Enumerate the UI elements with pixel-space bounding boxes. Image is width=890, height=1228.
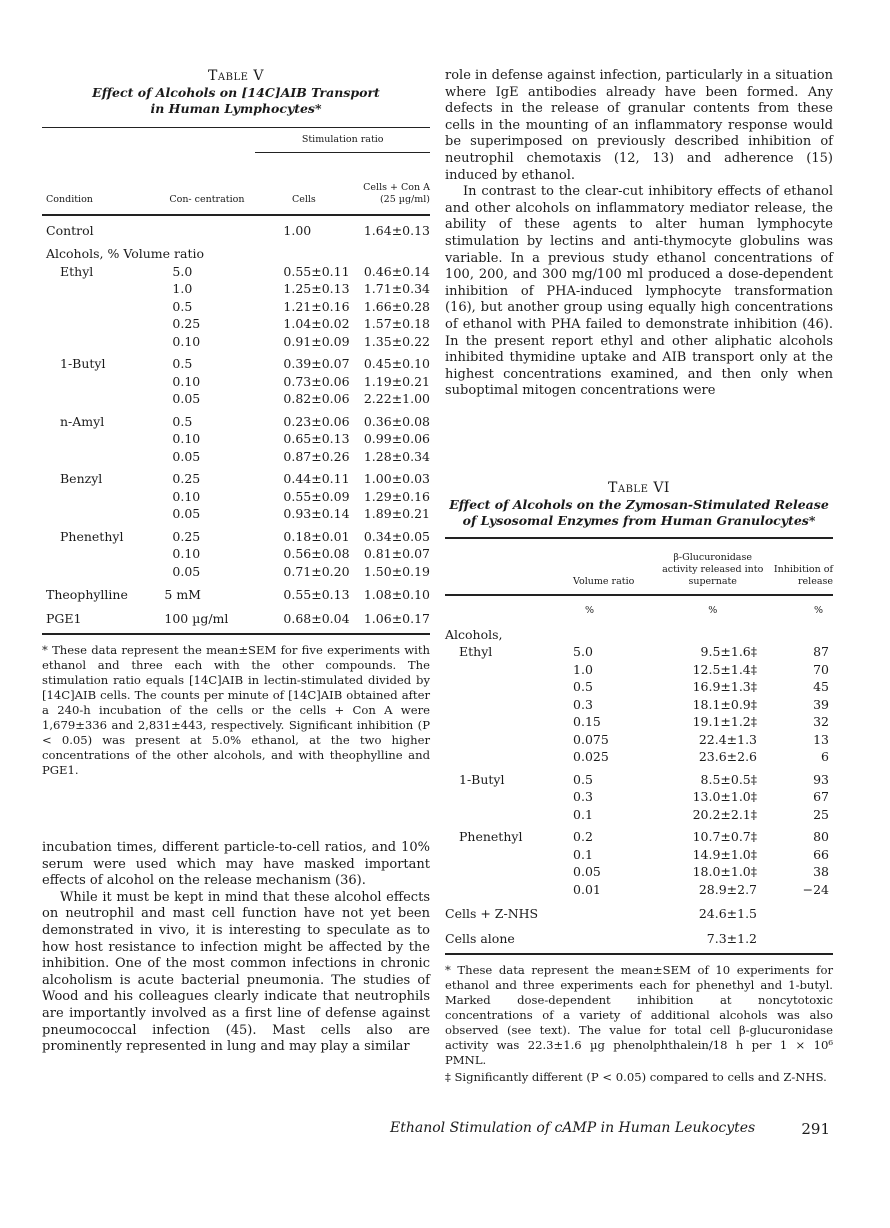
table-cell: 18.1±0.9‡	[692, 696, 758, 712]
table-row	[445, 905, 833, 923]
table-cell: 0.10	[172, 333, 201, 349]
table-row	[42, 413, 430, 431]
unit-label: %	[585, 605, 595, 616]
table-cell: 1.57±0.18	[363, 316, 430, 331]
table-cell: 38	[813, 864, 829, 879]
table-cell: 0.81±0.07	[363, 546, 430, 561]
table-row	[445, 881, 833, 899]
table-cell: 1.71±0.34	[363, 281, 430, 296]
row-label: Ethyl	[459, 644, 493, 659]
table-row	[42, 528, 430, 546]
table-cell: 13.0±1.0‡	[692, 789, 758, 804]
table-row	[445, 661, 833, 679]
table-cell: 7.3±1.2	[706, 930, 758, 946]
table-cell: −24	[802, 881, 829, 897]
row-label	[445, 713, 573, 731]
table-row	[42, 610, 430, 628]
table-cell: 0.5	[573, 771, 593, 787]
table-cell	[445, 595, 573, 626]
table-cell	[767, 905, 833, 923]
table-cell: 10.7±0.7‡	[692, 829, 758, 844]
table-cell: 1.0	[573, 661, 593, 677]
table-cell: 1.21±0.16	[283, 298, 350, 314]
table-cell: 23.6±2.6	[698, 749, 758, 764]
table-cell: 0.45±0.10	[363, 356, 430, 371]
table-cell: 39	[813, 696, 829, 712]
row-label	[42, 505, 158, 523]
table-cell: 19.1±1.2‡	[692, 714, 758, 729]
table-cell: 16.9±1.3‡	[692, 679, 758, 694]
table6-footnote-significance: ‡ Significantly different (P < 0.05) compared to cells and Z-NHS.	[445, 1070, 827, 1084]
table-row	[42, 390, 430, 408]
row-label: Cells + Z-NHS	[445, 906, 539, 921]
table-cell: 0.68±0.04	[283, 610, 350, 626]
table-cell: 22.4±1.3	[698, 731, 758, 747]
table-cell: 28.9±2.7	[698, 881, 758, 897]
row-label	[42, 280, 158, 298]
row-label	[445, 881, 573, 899]
table-cell: 2.22±1.00	[363, 391, 430, 406]
table6-block	[445, 480, 833, 1085]
table-cell: 0.44±0.11	[283, 471, 350, 486]
table-row	[42, 373, 430, 391]
table-cell: 0.18±0.01	[283, 528, 350, 544]
table-row	[42, 563, 430, 581]
row-label	[42, 545, 158, 563]
table-cell: 12.5±1.4‡	[692, 661, 758, 677]
table-cell: 0.82±0.06	[283, 391, 350, 406]
table-row	[445, 846, 833, 864]
table-cell: 5.0	[573, 644, 593, 659]
table-row	[42, 448, 430, 466]
table-cell: 0.01	[573, 881, 601, 897]
table-cell	[767, 930, 833, 948]
row-label	[42, 448, 158, 466]
table5-header-condition: Condition	[46, 193, 93, 205]
table-cell: 0.05	[172, 506, 201, 521]
row-label	[42, 488, 158, 506]
row-label: PGE1	[46, 610, 82, 626]
table5-header-group: Stimulation ratio	[255, 128, 430, 153]
table-cell: 0.25	[172, 316, 201, 331]
table-cell: 0.3	[573, 789, 593, 804]
table-cell: 45	[813, 679, 829, 694]
left-column	[42, 68, 430, 1055]
table-cell: 0.55±0.13	[283, 587, 350, 602]
unit-label: %	[813, 605, 823, 616]
table-cell: 0.87±0.26	[283, 448, 350, 464]
unit-label: %	[708, 605, 718, 616]
table-row	[445, 713, 833, 731]
row-label	[42, 333, 158, 351]
spacer	[445, 898, 833, 905]
table-cell: 0.05	[172, 448, 201, 464]
table-cell: 1.25±0.13	[283, 281, 350, 296]
paragraph: role in defense against infection, particularly in a situation where IgE antibodies already have been formed. Any defects in the release of granular contents from these cells in the mounting of an inflammatory response would be superimposed on previously described inhibition of neutrophil chemotaxis (12, 13) and adherence (15) induced by ethanol.	[445, 68, 834, 183]
table-cell: 0.46±0.14	[363, 263, 430, 279]
table-cell: 25	[813, 806, 829, 822]
row-label	[42, 430, 158, 448]
table-row	[42, 263, 430, 281]
table-cell: 0.71±0.20	[283, 563, 350, 579]
row-label	[445, 788, 573, 806]
table-cell: 1.28±0.34	[363, 448, 430, 464]
table-row	[42, 470, 430, 488]
table-cell: 0.05	[172, 391, 201, 406]
table-row-alcohols	[445, 626, 833, 644]
table5-label: Table V	[208, 68, 264, 84]
row-label: Cells alone	[445, 930, 515, 946]
table-cell: 9.5±1.6‡	[700, 644, 758, 659]
table-row	[42, 545, 430, 563]
row-label	[445, 846, 573, 864]
table5-header-cells: Cells	[291, 193, 316, 205]
page-number: 291	[801, 1120, 830, 1138]
table-row	[445, 643, 833, 661]
table-row	[445, 696, 833, 714]
table-cell: 0.39±0.07	[283, 356, 350, 371]
table-row-control	[42, 222, 430, 240]
table-row	[42, 586, 430, 604]
table-row-alcohols	[42, 245, 430, 263]
table-cell: 1.00±0.03	[363, 471, 430, 486]
row-label	[42, 373, 158, 391]
row-label: Control	[46, 222, 94, 238]
table-row	[445, 788, 833, 806]
table-cell: 0.025	[573, 749, 609, 764]
row-label	[42, 390, 158, 408]
table-row	[445, 731, 833, 749]
row-label	[445, 661, 573, 679]
table5-footnote: * These data represent the mean±SEM for five experiments with ethanol and three each with the other compounds. The stimulation ratio equals [14C]AIB in lectin-stimulated divided by [14C]AIB cells. The counts per minute of [14C]AIB obtained after a 240-h incubation of the cells or the cells + Con A were 1,679±336 and 2,831±443, respectively. Significant inhibition (P < 0.05) was present at 5.0% ethanol, at the two higher concentrations of the other alcohols, and with theophylline and PGE1.	[42, 643, 430, 777]
table-cell: 0.1	[573, 806, 593, 822]
table-cell: 0.10	[172, 431, 201, 446]
table-cell: 0.55±0.11	[283, 263, 350, 279]
table-cell: 8.5±0.5‡	[700, 771, 758, 787]
paragraph: While it must be kept in mind that these alcohol effects on neutrophil and mast cell function have not yet been demonstrated in vivo, it is interesting to speculate as to how host resistance to infection might be affected by the inhibition. One of the most common infections in chronic alcoholism is acute bacterial pneumonia. The studies of Wood and his colleagues clearly indicate that neutrophils are importantly involved as a first line of defense against pneumococcal infection (45). Mast cells also are prominently represented in lung and may play a similar	[42, 889, 430, 1055]
table-cell: 0.5	[172, 298, 193, 314]
table-cell: 87	[813, 644, 829, 659]
table-cell: 0.10	[172, 373, 201, 389]
table-cell: 0.73±0.06	[283, 373, 350, 389]
table5-title: Effect of Alcohols on [14C]AIB Transport in Human Lymphocytes*	[92, 85, 380, 116]
table6-label: Table VI	[608, 480, 670, 496]
row-label	[445, 748, 573, 766]
table-cell: 1.50±0.19	[363, 563, 430, 579]
table-cell: 0.5	[172, 356, 193, 371]
table-cell: 0.5	[172, 413, 193, 429]
table6	[445, 539, 833, 947]
right-column	[445, 68, 834, 1084]
table-cell: 1.00	[283, 222, 312, 238]
table-cell: 0.15	[573, 714, 601, 729]
row-label: Alcohols, % Volume ratio	[46, 246, 204, 261]
table-cell: 0.2	[573, 829, 593, 844]
table-row	[42, 333, 430, 351]
row-label	[445, 731, 573, 749]
table-cell: 5.0	[172, 263, 193, 279]
table-cell: 24.6±1.5	[698, 906, 758, 921]
table-row	[42, 298, 430, 316]
table-cell: 14.9±1.0‡	[692, 846, 758, 862]
table-cell: 0.10	[172, 546, 201, 561]
table6-title: Effect of Alcohols on the Zymosan-Stimulated Release of Lysosomal Enzymes from Human Granulocytes*	[449, 497, 829, 528]
table-cell: 1.04±0.02	[283, 316, 350, 331]
table-cell: 0.55±0.09	[283, 488, 350, 504]
table5-header-concentration: Con- centration	[169, 193, 245, 205]
right-body-text	[445, 68, 833, 400]
table-cell: 0.075	[573, 731, 609, 747]
row-label: Theophylline	[46, 587, 128, 602]
table-cell: 18.0±1.0‡	[692, 864, 758, 879]
table-row	[42, 355, 430, 373]
table-cell: 0.56±0.08	[283, 546, 350, 561]
table-cell: 13	[813, 731, 829, 747]
table-cell: 0.05	[573, 864, 601, 879]
left-body-text	[42, 840, 430, 1056]
table-cell: 0.65±0.13	[283, 431, 350, 446]
table-cell: 0.34±0.05	[363, 528, 430, 544]
table-cell: 1.06±0.17	[363, 610, 430, 626]
table-row	[42, 430, 430, 448]
row-label: Phenethyl	[60, 528, 124, 544]
table-cell: 1.29±0.16	[363, 488, 430, 504]
row-label	[445, 863, 573, 881]
table-cell: 0.23±0.06	[283, 413, 350, 429]
table-row	[42, 505, 430, 523]
table6-footnote: * These data represent the mean±SEM of 10 experiments for ethanol and three experiments each for phenethyl and 1-butyl. Marked dose-dependent inhibition at noncytotoxic concentrations of a variety of additional alcohols was also observed (see text). The value for total cell β-glucuronidase activity was 22.3±1.6 µg phenolphthalein/18 h per 1 × 10⁶ PMNL.	[445, 963, 833, 1067]
table-cell: 1.66±0.28	[363, 298, 430, 314]
table-cell: 0.25	[172, 528, 201, 544]
running-title: Ethanol Stimulation of cAMP in Human Leukocytes	[390, 1120, 756, 1136]
table-cell: 20.2±2.1‡	[692, 806, 758, 822]
table-row	[445, 863, 833, 881]
table-cell: 5 mM	[164, 587, 201, 602]
spacer	[42, 215, 430, 222]
row-label: 1-Butyl	[459, 771, 505, 787]
table-row	[445, 771, 833, 789]
row-label: Benzyl	[60, 471, 103, 486]
paragraph: In contrast to the clear-cut inhibitory effects of ethanol and other alcohols on inflammatory mediator release, the ability of these agents to alter human lymphocyte stimulation by lectins and anti-thymocyte globulins was variable. In a previous study ethanol concentrations of 100, 200, and 300 mg/100 ml produced a dose-dependent inhibition of PHA-induced lymphocyte transformation (16), but another group using equally high concentrations of ethanol with PHA failed to demonstrate inhibition (46). In the present report ethyl and other aliphatic alcohols inhibited thymidine uptake and AIB transport only at the highest concentrations examined, and then only when suboptimal mitogen concentrations were	[445, 184, 833, 399]
row-label	[42, 298, 158, 316]
table-row	[445, 930, 833, 948]
table-row	[445, 828, 833, 846]
table-cell: 0.5	[573, 679, 593, 694]
table-row	[42, 488, 430, 506]
table5	[42, 128, 430, 627]
page-footer	[390, 1120, 830, 1136]
row-label	[445, 696, 573, 714]
table-cell: 1.19±0.21	[363, 373, 430, 389]
table-cell: 67	[813, 789, 829, 804]
row-label	[445, 678, 573, 696]
table-cell: 100 µg/ml	[164, 610, 229, 626]
table-cell: 1.35±0.22	[363, 333, 430, 349]
row-label: Phenethyl	[459, 829, 523, 844]
table-cell: 0.93±0.14	[283, 506, 350, 521]
table-cell: 70	[813, 661, 829, 677]
table6-header-activity: β-Glucuronidase activity released into supernate	[662, 552, 764, 587]
table-cell: 32	[813, 714, 829, 729]
table-cell: 1.64±0.13	[363, 222, 430, 238]
table-cell: 1.89±0.21	[363, 506, 430, 521]
row-label: Alcohols,	[445, 626, 503, 642]
row-label: n-Amyl	[60, 413, 105, 429]
paragraph: incubation times, different particle-to-cell ratios, and 10% serum were used which may have masked important effects of alcohol on the release mechanism (36).	[42, 840, 430, 889]
table-row	[42, 315, 430, 333]
row-spacer	[445, 923, 833, 930]
table-cell: 0.25	[172, 471, 201, 486]
row-label: 1-Butyl	[60, 356, 106, 371]
row-label	[42, 563, 158, 581]
table-cell: 1.08±0.10	[363, 587, 430, 602]
table-cell	[158, 222, 255, 240]
table-cell: 0.99±0.06	[363, 431, 430, 446]
table-cell: 66	[813, 846, 829, 862]
row-spacer	[445, 898, 833, 905]
table-cell: 0.36±0.08	[363, 413, 430, 429]
table-row	[445, 748, 833, 766]
table-cell: 93	[813, 771, 829, 787]
row-spacer	[42, 215, 430, 222]
table-row-units	[445, 595, 833, 626]
table-row	[42, 280, 430, 298]
table-cell: 0.91±0.09	[283, 333, 350, 349]
row-label	[445, 806, 573, 824]
row-label	[42, 315, 158, 333]
table6-header-inhibition: Inhibition of release	[773, 564, 833, 587]
spacer	[445, 923, 833, 930]
table-cell: 0.1	[573, 846, 593, 862]
table-row	[445, 806, 833, 824]
table-row	[445, 678, 833, 696]
table-cell: 6	[821, 749, 829, 764]
table-cell: 0.3	[573, 696, 593, 712]
table-cell: 0.10	[172, 488, 201, 504]
table-cell: 80	[813, 829, 829, 844]
table-cell: 0.05	[172, 563, 201, 579]
table6-header-volume: Volume ratio	[573, 576, 635, 587]
table-cell: 1.0	[172, 281, 193, 296]
row-label: Ethyl	[60, 263, 94, 279]
table5-header-cells-cona: Cells + Con A (25 µg/ml)	[363, 181, 430, 205]
